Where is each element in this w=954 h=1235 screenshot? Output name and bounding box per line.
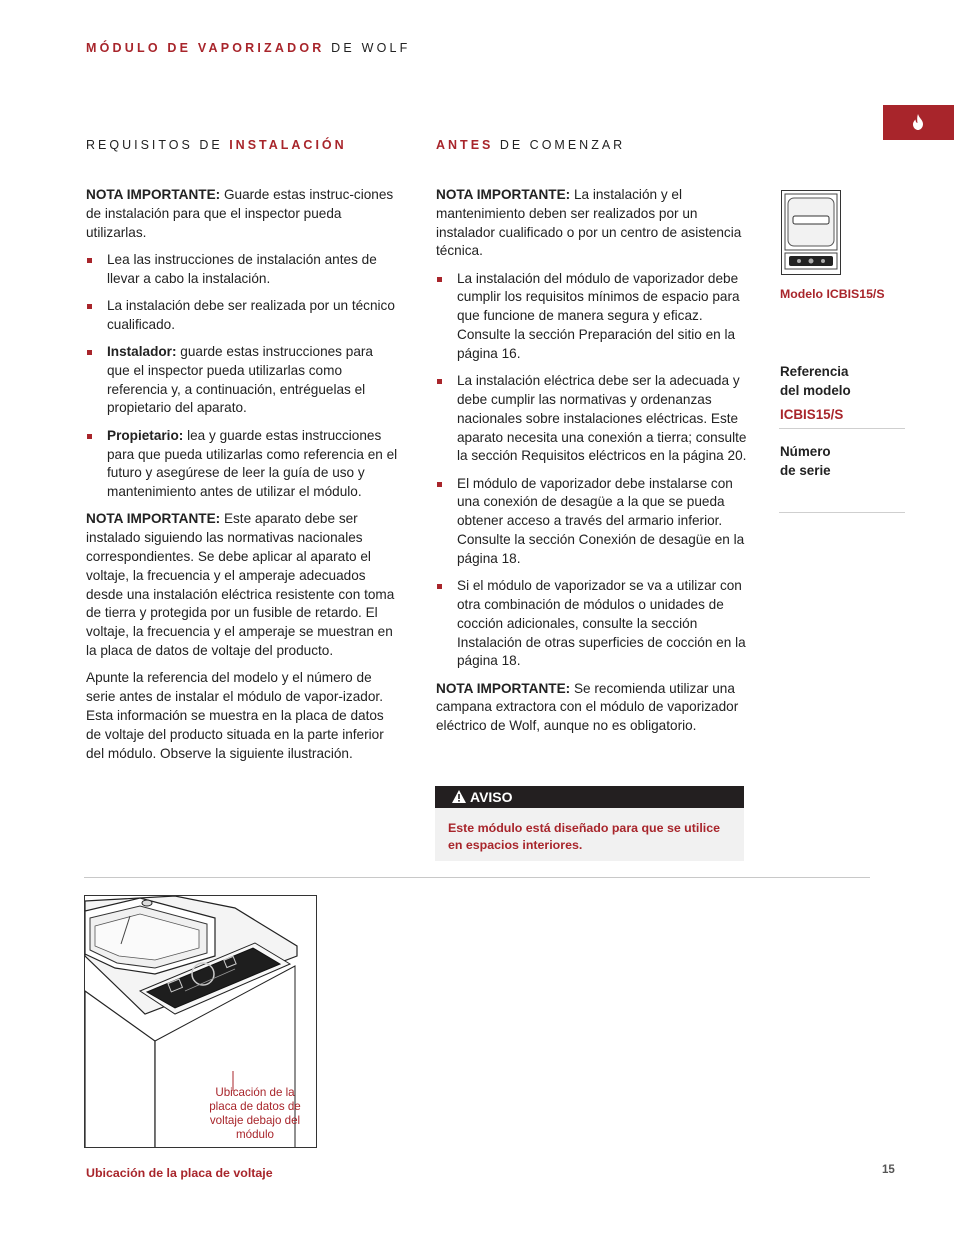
left-note-2 (86, 510, 398, 660)
note-label: NOTA IMPORTANTE: (86, 511, 221, 527)
warning-body (435, 808, 744, 861)
warning-header (435, 786, 744, 808)
left-bullet-list (86, 251, 398, 502)
model-caption: Modelo ICBIS15/S (780, 287, 885, 301)
note-text: Este aparato debe ser instalado siguiendo las normativas nacionales correspondientes. Se debe aplicar al aparato el voltaje, la frecuencia y el amperaje adecuados desde una instalación eléctrica resistente con toma de tierra y protegida por un fusible de retardo. El voltaje, la frecuencia y el amperaje se muestran en la placa de datos de voltaje del producto. (86, 511, 395, 659)
right-heading-rest: DE COMENZAR (493, 138, 626, 152)
module-thumbnail (781, 190, 841, 275)
right-section-heading (436, 138, 625, 152)
figure-caption: Ubicación de la placa de voltaje (86, 1166, 273, 1180)
right-heading-bold: ANTES (436, 138, 494, 152)
warning-text: Este módulo está diseñado para que se utilice en espacios interiores. (448, 821, 720, 852)
note-text: Se recomienda utilizar una campana extractora con el módulo de vaporizador eléctrico de Wolf, aunque no es obligatorio. (436, 680, 739, 734)
illustration-callout: Ubicación de la placa de datos de voltaje debajo del módulo (209, 1086, 301, 1141)
warning-title: AVISO (470, 789, 513, 805)
list-item: El módulo de vaporizador debe instalarse con una conexión de desagüe a la que se pueda obtener acceso a través del armario inferior. Consulte la sección Conexión de desagüe en la página 18. (436, 475, 756, 569)
header-title-rest: DE WOLF (324, 41, 411, 55)
right-bullet-list (436, 270, 756, 671)
left-section-heading (86, 138, 347, 152)
right-column (436, 186, 756, 745)
left-heading-bold: INSTALACIÓN (229, 138, 347, 152)
sidebar-divider (779, 428, 905, 429)
left-paragraph-3: Apunte la referencia del modelo y el número de serie antes de instalar el módulo de vapor-izador. Esta información se muestra en la placa de datos de voltaje del producto situada en la parte inferior del módulo. Observe la siguiente ilustración. (86, 670, 384, 761)
right-note-2 (436, 680, 756, 736)
list-item: Propietario: lea y guarde estas instrucciones para que pueda utilizarlas como referencia en el futuro y asegúrese de leer la guía de uso y mantenimiento antes de utilizar el módulo. (86, 427, 398, 502)
model-reference-value: ICBIS15/S (780, 407, 844, 422)
note-text: La instalación y el mantenimiento deben ser realizados por un instalador cualificado o por un centro de asistencia técnica. (436, 187, 742, 259)
right-note-1 (436, 186, 756, 261)
running-header (86, 41, 411, 55)
list-item: La instalación del módulo de vaporizador debe cumplir los requisitos mínimos de espacio para que funcione de manera segura y eficaz. Consulte la sección Preparación del sitio en la página 16. (436, 270, 756, 364)
left-heading-pre: REQUISITOS DE (86, 138, 230, 152)
page-number: 15 (882, 1164, 895, 1176)
serial-number-label: Número de serie (780, 444, 831, 478)
left-note-1 (86, 186, 398, 242)
flame-icon (912, 114, 924, 130)
note-label: NOTA IMPORTANTE: (436, 680, 571, 696)
note-text: Guarde estas instruc-ciones de instalación para que el inspector pueda utilizarlas. (86, 187, 394, 240)
list-item: La instalación eléctrica debe ser la adecuada y debe cumplir las normativas y ordenanzas nacionales sobre instalaciones eléctricas. Este aparato necesita una conexión a tierra; consulte la sección Requisitos eléctricos en la página 20. (436, 372, 756, 466)
list-item: Lea las instrucciones de instalación antes de llevar a cabo la instalación. (86, 251, 398, 289)
sidebar-divider (779, 512, 905, 513)
list-item: Instalador: guarde estas instrucciones para que el inspector pueda utilizarlas como referencia y, a continuación, entréguelas el propietario del aparato. (86, 343, 398, 418)
list-item: Si el módulo de vaporizador se va a utilizar con otra combinación de módulos o unidades de cocción adicionales, consulte la sección Instalación de otras superficies de cocción en la página 18. (436, 577, 756, 671)
note-label: NOTA IMPORTANTE: (86, 187, 221, 202)
section-divider (84, 877, 870, 878)
list-item: La instalación debe ser realizada por un técnico cualificado. (86, 297, 398, 335)
header-title-bold: MÓDULO DE VAPORIZADOR (86, 41, 325, 55)
note-label: NOTA IMPORTANTE: (436, 187, 571, 202)
left-column (86, 186, 398, 772)
warning-triangle-icon (452, 790, 466, 803)
model-reference-label: Referencia del modelo (780, 364, 851, 398)
section-tab (883, 105, 954, 140)
